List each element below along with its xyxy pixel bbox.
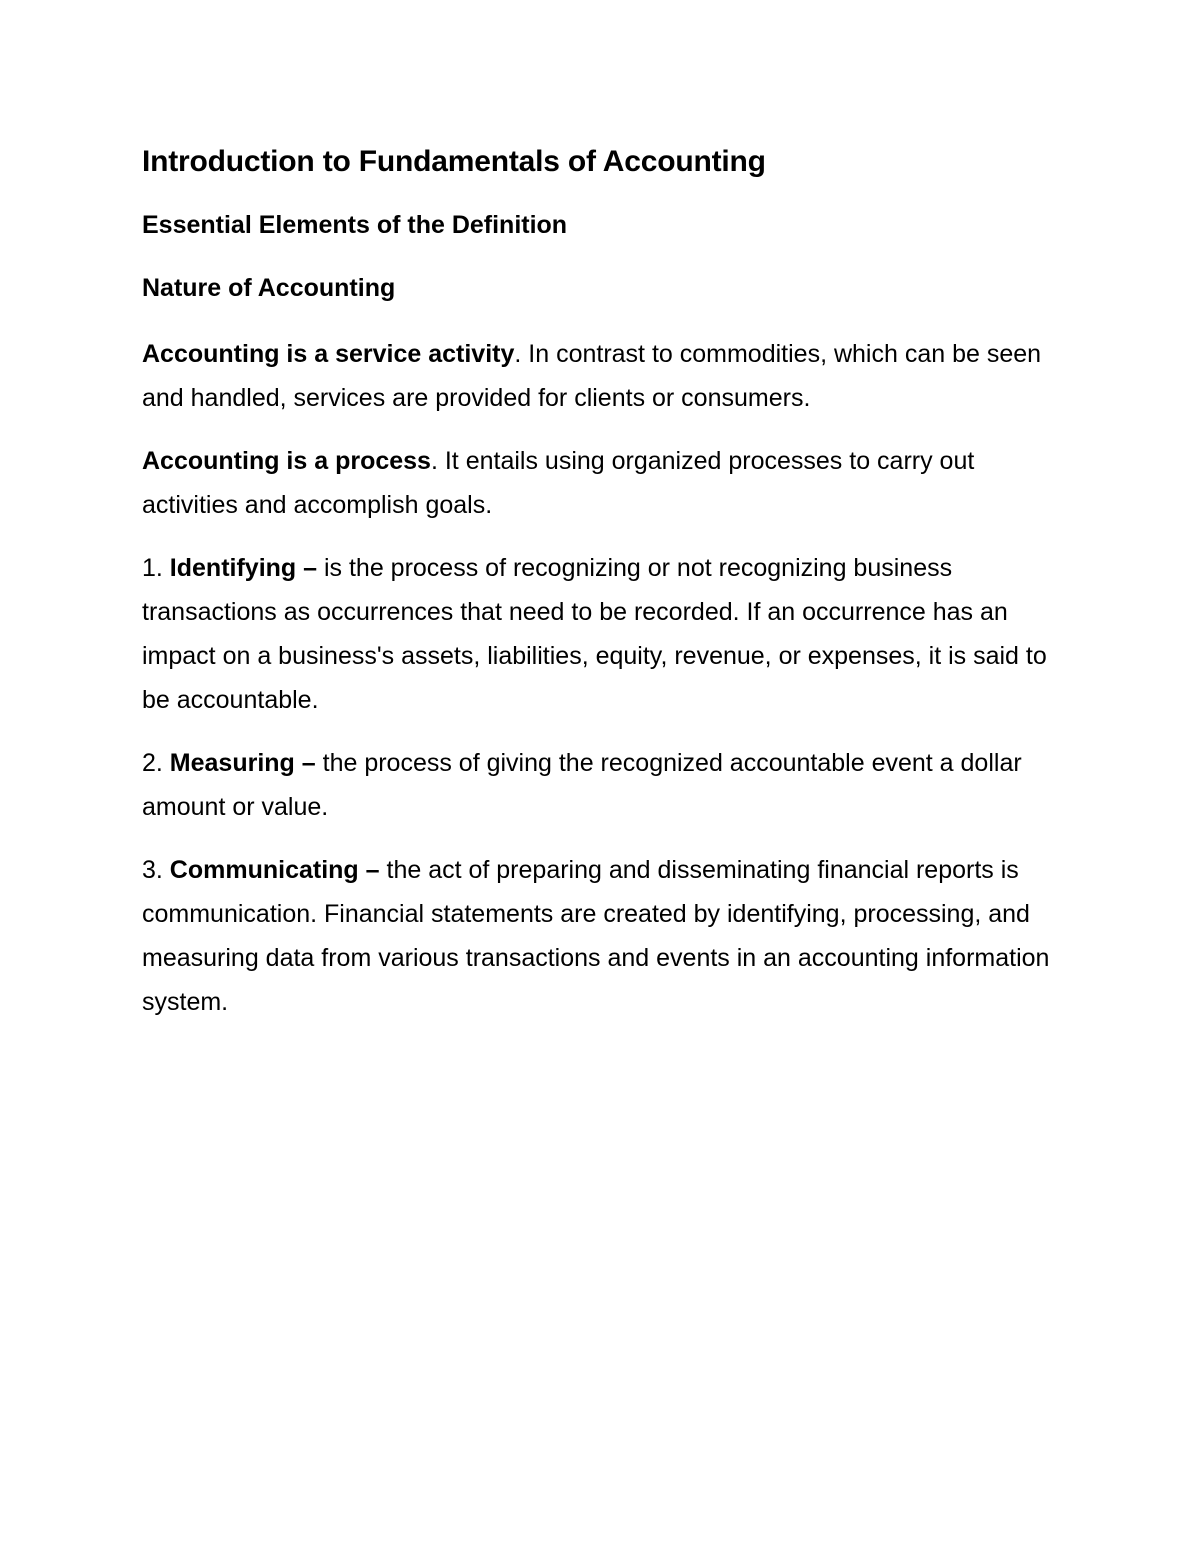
paragraph-identifying bbox=[142, 546, 1072, 722]
paragraph-communicating bbox=[142, 848, 1072, 1024]
paragraph-text: . It entails using organized processes to carry out activities and accomplish goals. bbox=[142, 447, 975, 519]
paragraph-lead: 1. bbox=[142, 554, 170, 582]
document-title: Introduction to Fundamentals of Accounting bbox=[142, 145, 766, 178]
paragraph-text: the process of giving the recognized accountable event a dollar amount or value. bbox=[142, 749, 1022, 821]
paragraph-lead: 3. bbox=[142, 856, 170, 884]
paragraph-text: . In contrast to commodities, which can be seen and handled, services are provided for clients or consumers. bbox=[142, 340, 1042, 412]
paragraph-bold-term: Accounting is a process bbox=[142, 447, 431, 475]
document-body bbox=[142, 140, 1072, 1043]
paragraph-text: the act of preparing and disseminating financial reports is communication. Financial statements are created by identifying, processing, and measuring data from various transactions and events in an accounting information system. bbox=[142, 856, 1050, 1016]
paragraph-bold-term: Accounting is a service activity bbox=[142, 340, 515, 368]
paragraph-bold-term: Measuring – bbox=[169, 749, 316, 777]
paragraph-process bbox=[142, 439, 1072, 527]
subsection-heading: Nature of Accounting bbox=[142, 274, 396, 302]
paragraph-measuring bbox=[142, 741, 1072, 829]
paragraph-bold-term: Communicating – bbox=[169, 856, 380, 884]
paragraph-bold-term: Identifying – bbox=[169, 554, 318, 582]
paragraph-text: is the process of recognizing or not recognizing business transactions as occurrences that need to be recorded. If an occurrence has an impact on a business's assets, liabilities, equity, revenue, or expenses, it is said to be accountable. bbox=[142, 554, 1047, 714]
paragraph-lead: 2. bbox=[142, 749, 170, 777]
paragraph-service-activity bbox=[142, 332, 1072, 420]
section-heading: Essential Elements of the Definition bbox=[142, 211, 568, 239]
